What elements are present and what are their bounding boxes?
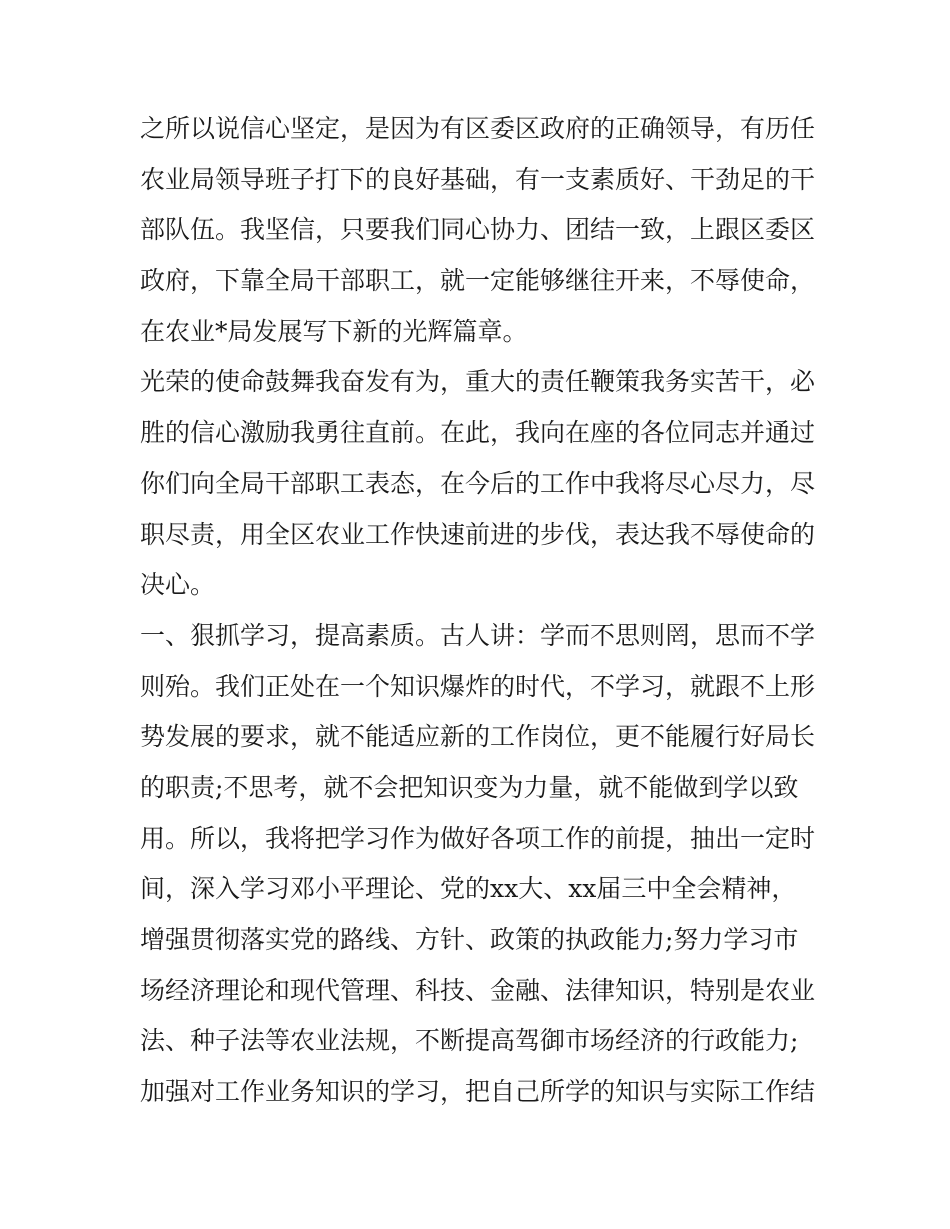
text-line: 势发展的要求，就不能适应新的工作岗位，更不能履行好局长 [140,722,816,752]
text-line: 一、狠抓学习，提高素质。古人讲：学而不思则罔，思而不学 [140,620,816,650]
text-line: 法、种子法等农业法规，不断提高驾御市场经济的行政能力; [140,1026,799,1056]
text-line: 胜的信心激励我勇往直前。在此，我向在座的各位同志并通过 [140,418,816,448]
text-line: 的职责;不思考，就不会把知识变为力量，就不能做到学以致 [140,772,799,802]
document-body [140,104,820,1118]
paragraph-2 [140,357,820,610]
text-line: 决心。 [140,570,216,600]
text-line: 在农业*局发展写下新的光辉篇章。 [140,316,528,346]
paragraph-3 [140,611,820,1118]
text-line: 政府，下靠全局干部职工，就一定能够继往开来，不辱使命， [140,266,816,296]
text-line: 你们向全局干部职工表态，在今后的工作中我将尽心尽力，尽 [140,468,816,498]
text-line: 场经济理论和现代管理、科技、金融、法律知识，特别是农业 [140,975,816,1005]
text-line: 则殆。我们正处在一个知识爆炸的时代，不学习，就跟不上形 [140,671,816,701]
text-line: 职尽责，用全区农业工作快速前进的步伐，表达我不辱使命的 [140,519,816,549]
text-line: 增强贯彻落实党的路线、方针、政策的执政能力;努力学习市 [140,925,799,954]
text-line: 农业局领导班子打下的良好基础，有一支素质好、干劲足的干 [140,164,816,194]
text-line: 加强对工作业务知识的学习，把自己所学的知识与实际工作结 [140,1077,816,1107]
text-line: 用。所以，我将把学习作为做好各项工作的前提，抽出一定时 [140,823,816,853]
text-line: 光荣的使命鼓舞我奋发有为，重大的责任鞭策我务实苦干，必 [140,367,816,397]
text-line: 部队伍。我坚信，只要我们同心协力、团结一致，上跟区委区 [140,215,816,245]
paragraph-1 [140,104,820,357]
text-line: 之所以说信心坚定，是因为有区委区政府的正确领导，有历任 [140,114,816,143]
text-line: 间，深入学习邓小平理论、党的xx大、xx届三中全会精神， [140,874,797,904]
